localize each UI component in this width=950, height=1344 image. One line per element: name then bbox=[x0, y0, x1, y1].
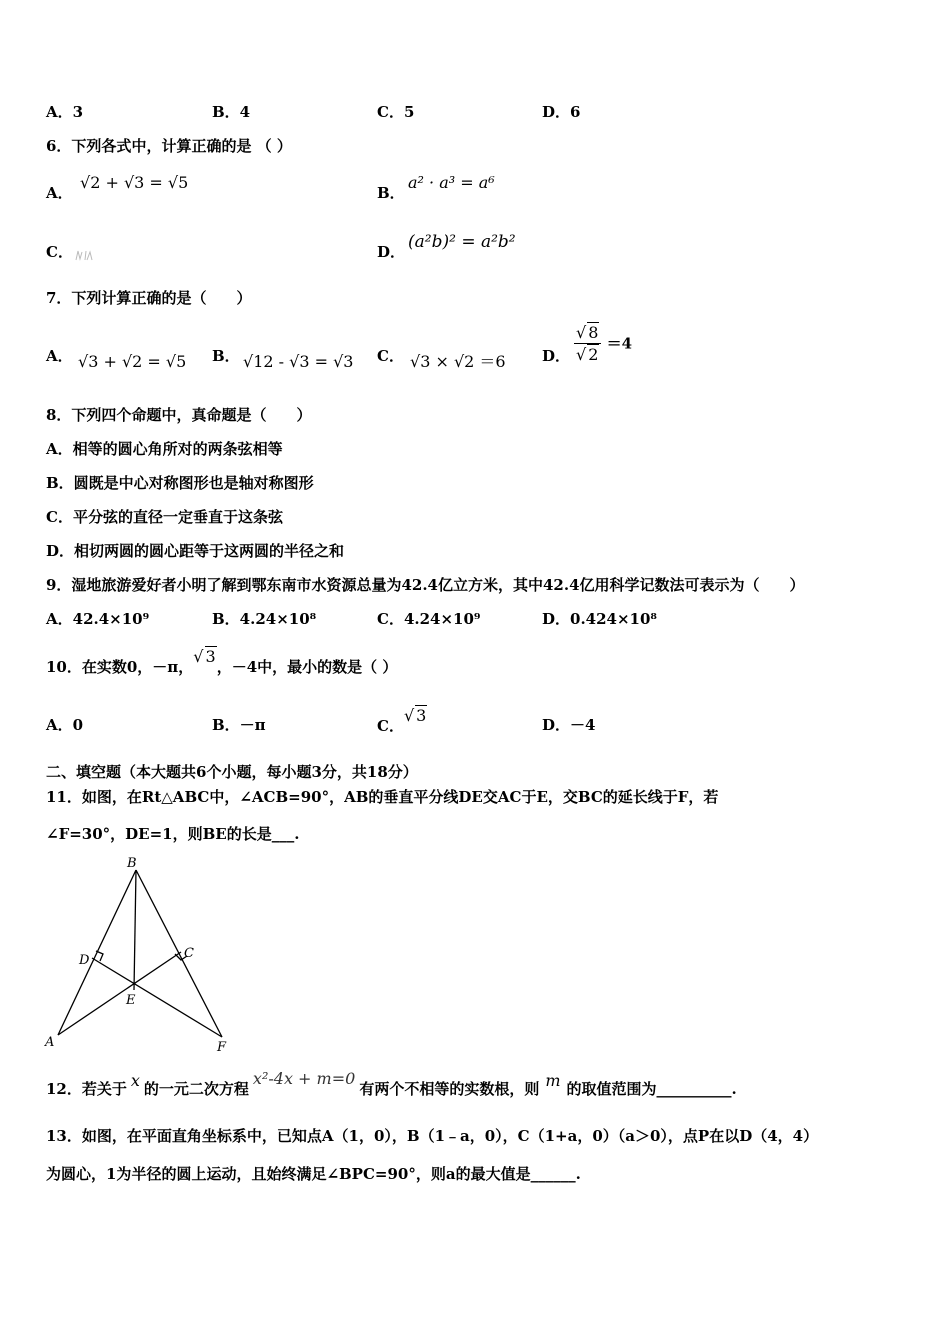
label-d: D bbox=[79, 953, 90, 968]
q12-part2: 的一元二次方程 bbox=[143, 1080, 249, 1098]
q5-option-b: B．4 bbox=[212, 103, 251, 121]
q10-option-d: D．－4 bbox=[542, 716, 596, 734]
q7-d-label: D． bbox=[542, 347, 571, 365]
q11-line1: 11．如图，在Rt△ABC中，∠ACB=90°，AB的垂直平分线DE交AC于E，交BC的延长线于F，若 bbox=[46, 788, 719, 806]
q12-part3: 有两个不相等的实数根，则 bbox=[359, 1080, 540, 1098]
q11-figure bbox=[40, 852, 240, 1057]
q12-var-m: m bbox=[545, 1071, 561, 1090]
q10-option-b: B．－π bbox=[212, 716, 266, 734]
q6-d-label: D． bbox=[377, 243, 406, 261]
q10-stem: 10．在实数0，－π，√ 3，－4中，最小的数是（ ） bbox=[46, 647, 398, 676]
q7-b-label: B． bbox=[212, 347, 240, 365]
label-b: B bbox=[127, 856, 137, 871]
q13-line1: 13．如图，在平面直角坐标系中，已知点A（1，0），B（1﹣a，0），C（1+a，0）（a＞0），点P在以D（4，4） bbox=[46, 1127, 819, 1145]
q6-stem: 6．下列各式中，计算正确的是 （ ） bbox=[46, 137, 292, 155]
q10-option-a: A．0 bbox=[46, 716, 84, 734]
q8-option-d: D．相切两圆的圆心距等于这两圆的半径之和 bbox=[46, 542, 345, 560]
q12-text bbox=[46, 1069, 737, 1099]
q12-part1: 12．若关于 bbox=[46, 1080, 127, 1098]
q9-option-d: D．0.424×10⁸ bbox=[542, 610, 657, 628]
segment-be bbox=[134, 870, 136, 990]
q10-c-radicand: 3 bbox=[416, 706, 427, 725]
q11-line2: ∠F=30°，DE=1，则BE的长是___. bbox=[46, 825, 300, 843]
q6-b-expr: a² · a³ = a⁶ bbox=[408, 173, 495, 192]
q7-b-expr: √12 - √3 = √3 bbox=[243, 352, 354, 371]
q6-c-broken-image bbox=[74, 247, 94, 261]
q7-a-expr: √3 + √2 = √5 bbox=[78, 352, 187, 371]
q6-c-label: C． bbox=[46, 243, 73, 261]
q7-d-rhs: ＝4 bbox=[606, 334, 633, 353]
q10-stem-before: 10．在实数0，－π， bbox=[46, 658, 194, 676]
section2-title: 二、填空题（本大题共6个小题，每小题3分，共18分） bbox=[46, 763, 418, 781]
q9-stem: 9．湿地旅游爱好者小明了解到鄂东南市水资源总量为42.4亿立方米，其中42.4亿用科学记数法可表示为（ ） bbox=[46, 576, 805, 594]
q7-d-numerator: 8 bbox=[588, 323, 599, 342]
segment-fd bbox=[92, 958, 222, 1037]
label-c: C bbox=[184, 946, 194, 961]
q5-option-a: A．3 bbox=[46, 103, 84, 121]
q10-c-label: C． bbox=[377, 717, 404, 735]
label-e: E bbox=[126, 993, 136, 1008]
q8-option-a: A．相等的圆心角所对的两条弦相等 bbox=[46, 440, 283, 458]
q9-option-b: B．4.24×10⁸ bbox=[212, 610, 317, 628]
q5-option-d: D．6 bbox=[542, 103, 581, 121]
label-a: A bbox=[45, 1035, 55, 1050]
q7-c-label: C． bbox=[377, 347, 404, 365]
q6-a-label: A． bbox=[46, 184, 73, 202]
q7-c-expr: √3 × √2 ＝6 bbox=[410, 352, 506, 371]
q12-equation: x²-4x + m=0 bbox=[252, 1069, 356, 1088]
q6-a-expr: √2 + √3 = √5 bbox=[80, 173, 189, 192]
q7-stem: 7．下列计算正确的是（ ） bbox=[46, 289, 252, 307]
q8-stem: 8．下列四个命题中，真命题是（ ） bbox=[46, 406, 312, 424]
q10-stem-radicand: 3 bbox=[205, 647, 216, 666]
segment-ba bbox=[58, 870, 136, 1035]
q8-option-c: C．平分弦的直径一定垂直于这条弦 bbox=[46, 508, 283, 526]
q7-d-expr: $\frac{√ 8}{√ 2}$ ＝4 bbox=[576, 323, 633, 364]
q12-part4: 的取值范围为__________. bbox=[566, 1080, 737, 1098]
q8-option-b: B．圆既是中心对称图形也是轴对称图形 bbox=[46, 474, 314, 492]
q6-b-label: B． bbox=[377, 184, 405, 202]
label-f: F bbox=[217, 1040, 227, 1055]
q7-a-label: A． bbox=[46, 347, 73, 365]
q12-var-x: x bbox=[130, 1071, 140, 1090]
q10-option-c: C．√ 3 bbox=[377, 706, 427, 735]
q9-option-c: C．4.24×10⁹ bbox=[377, 610, 481, 628]
q7-d-denominator: 2 bbox=[588, 345, 599, 364]
broken-image-icon bbox=[74, 248, 94, 262]
q6-d-expr: (a²b)² = a²b² bbox=[408, 232, 516, 252]
q13-line2: 为圆心，1为半径的圆上运动，且始终满足∠BPC=90°，则a的最大值是______. bbox=[46, 1165, 581, 1183]
segment-ac bbox=[58, 952, 181, 1035]
q5-option-c: C．5 bbox=[377, 103, 415, 121]
q10-stem-after: ，－4中，最小的数是（ ） bbox=[216, 658, 398, 676]
q9-option-a: A．42.4×10⁹ bbox=[46, 610, 150, 628]
